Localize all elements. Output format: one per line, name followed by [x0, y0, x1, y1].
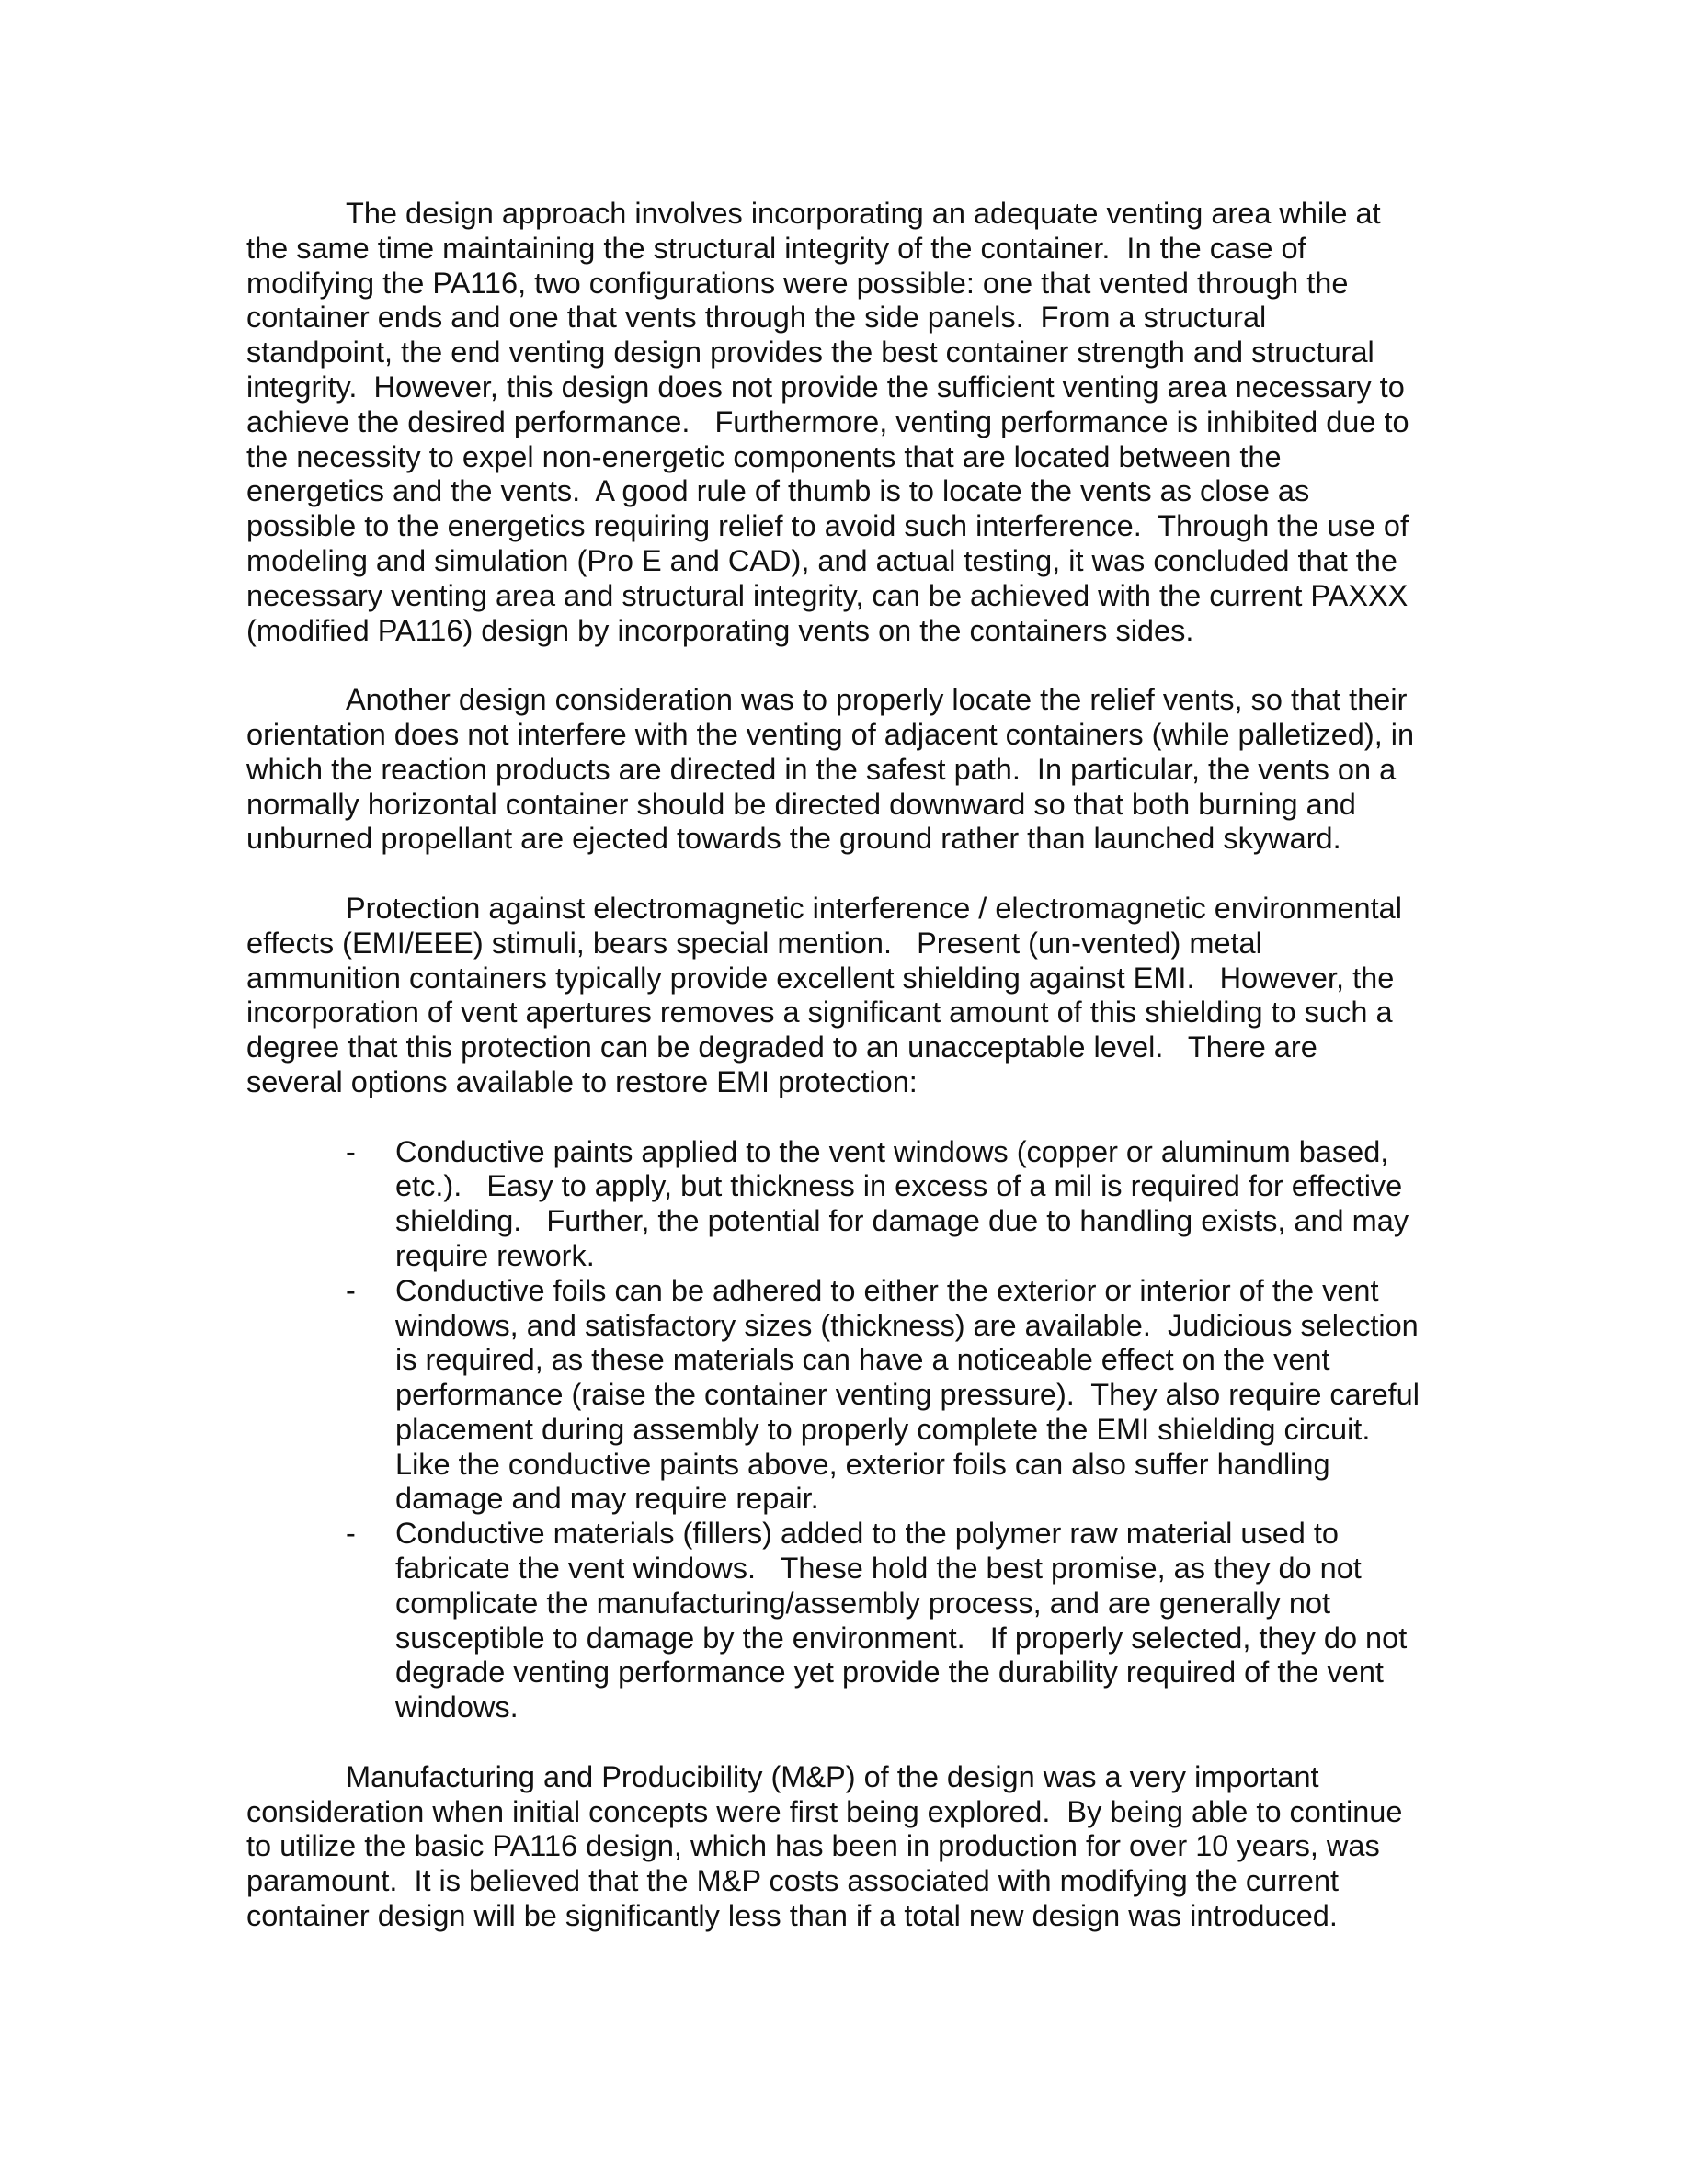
text-line: achieve the desired performance. Furthermore, venting performance is inhibited due to: [246, 404, 1409, 438]
paragraph-spacer: [246, 1725, 1442, 1760]
text-line: The design approach involves incorporating an adequate venting area while at: [346, 197, 1381, 230]
text-line: Conductive paints applied to the vent windows (copper or aluminum based,: [395, 1134, 1389, 1168]
bullet-marker: -: [346, 1273, 356, 1307]
list-item: [246, 1517, 1442, 1725]
text-line: Another design consideration was to properly locate the relief vents, so that their: [346, 683, 1408, 717]
text-line: damage and may require repair.: [395, 1482, 819, 1516]
text-line: energetics and the vents. A good rule of thumb is to locate the vents as close as: [246, 474, 1310, 508]
text-line: consideration when initial concepts were first being explored. By being able to continue: [246, 1794, 1403, 1828]
list-item: [246, 1135, 1442, 1274]
text-line: effects (EMI/EEE) stimuli, bears special mention. Present (un-vented) metal: [246, 926, 1262, 960]
paragraph-spacer: [246, 1100, 1442, 1135]
paragraph-vent-location: [246, 683, 1442, 857]
text-line: placement during assembly to properly complete the EMI shielding circuit.: [395, 1412, 1371, 1446]
text-line: several options available to restore EMI protection:: [246, 1064, 918, 1098]
paragraph-design-approach: [246, 197, 1442, 648]
text-line: complicate the manufacturing/assembly process, and are generally not: [395, 1586, 1331, 1620]
text-line: which the reaction products are directed in the safest path. In particular, the vents on a: [246, 752, 1397, 786]
document-body: [246, 197, 1442, 1934]
bullet-marker: -: [346, 1517, 356, 1551]
text-line: shielding. Further, the potential for damage due to handling exists, and may: [395, 1204, 1409, 1238]
paragraph-emi-protection: [246, 892, 1442, 1100]
text-line: standpoint, the end venting design provides the best container strength and structural: [246, 336, 1374, 370]
text-line: susceptible to damage by the environment. If properly selected, they do not: [395, 1621, 1408, 1655]
text-line: modifying the PA116, two configurations were possible: one that vented through the: [246, 266, 1349, 300]
text-line: unburned propellant are ejected towards the ground rather than launched skyward.: [246, 822, 1341, 856]
text-line: Like the conductive paints above, exterior foils can also suffer handling: [395, 1447, 1330, 1481]
text-line: is required, as these materials can have a noticeable effect on the vent: [395, 1343, 1330, 1377]
text-line: degree that this protection can be degraded to an unacceptable level. There are: [246, 1030, 1317, 1064]
text-line: integrity. However, this design does not provide the sufficient venting area necessary to: [246, 370, 1405, 404]
paragraph-spacer: [246, 648, 1442, 683]
text-line: orientation does not interfere with the venting of adjacent containers (while palletized), in: [246, 717, 1415, 751]
text-line: the necessity to expel non-energetic components that are located between the: [246, 439, 1282, 473]
text-line: modeling and simulation (Pro E and CAD), and actual testing, it was concluded that the: [246, 543, 1397, 577]
text-line: windows, and satisfactory sizes (thickness) are available. Judicious selection: [395, 1308, 1419, 1342]
paragraph-spacer: [246, 857, 1442, 892]
paragraph-manufacturing: [246, 1760, 1442, 1934]
text-line: Manufacturing and Producibility (M&P) of the design was a very important: [346, 1759, 1319, 1793]
text-line: container ends and one that vents through the side panels. From a structural: [246, 301, 1267, 335]
text-line: etc.). Easy to apply, but thickness in excess of a mil is required for effective: [395, 1169, 1403, 1203]
text-line: performance (raise the container venting pressure). They also require careful: [395, 1378, 1420, 1412]
emi-options-list: [246, 1135, 1442, 1726]
text-line: paramount. It is believed that the M&P costs associated with modifying the current: [246, 1864, 1340, 1898]
text-line: Conductive materials (fillers) added to the polymer raw material used to: [395, 1517, 1340, 1551]
text-line: fabricate the vent windows. These hold the best promise, as they do not: [395, 1552, 1362, 1586]
list-item: [246, 1274, 1442, 1518]
text-line: (modified PA116) design by incorporating vents on the containers sides.: [246, 613, 1194, 647]
text-line: windows.: [395, 1690, 519, 1724]
text-line: Conductive foils can be adhered to either the exterior or interior of the vent: [395, 1273, 1379, 1307]
text-line: necessary venting area and structural integrity, can be achieved with the current PAXXX: [246, 578, 1409, 612]
text-line: Protection against electromagnetic interference / electromagnetic environmental: [346, 891, 1402, 925]
text-line: require rework.: [395, 1238, 595, 1272]
text-line: container design will be significantly less than if a total new design was introduced.: [246, 1899, 1338, 1933]
text-line: the same time maintaining the structural integrity of the container. In the case of: [246, 231, 1306, 265]
text-line: to utilize the basic PA116 design, which has been in production for over 10 years, was: [246, 1829, 1380, 1863]
text-line: possible to the energetics requiring relief to avoid such interference. Through the use of: [246, 509, 1409, 543]
bullet-marker: -: [346, 1134, 356, 1168]
text-line: ammunition containers typically provide excellent shielding against EMI. However, the: [246, 961, 1395, 995]
text-line: normally horizontal container should be directed downward so that both burning and: [246, 787, 1356, 821]
text-line: degrade venting performance yet provide the durability required of the vent: [395, 1655, 1384, 1689]
text-line: incorporation of vent apertures removes a significant amount of this shielding to such a: [246, 995, 1393, 1029]
